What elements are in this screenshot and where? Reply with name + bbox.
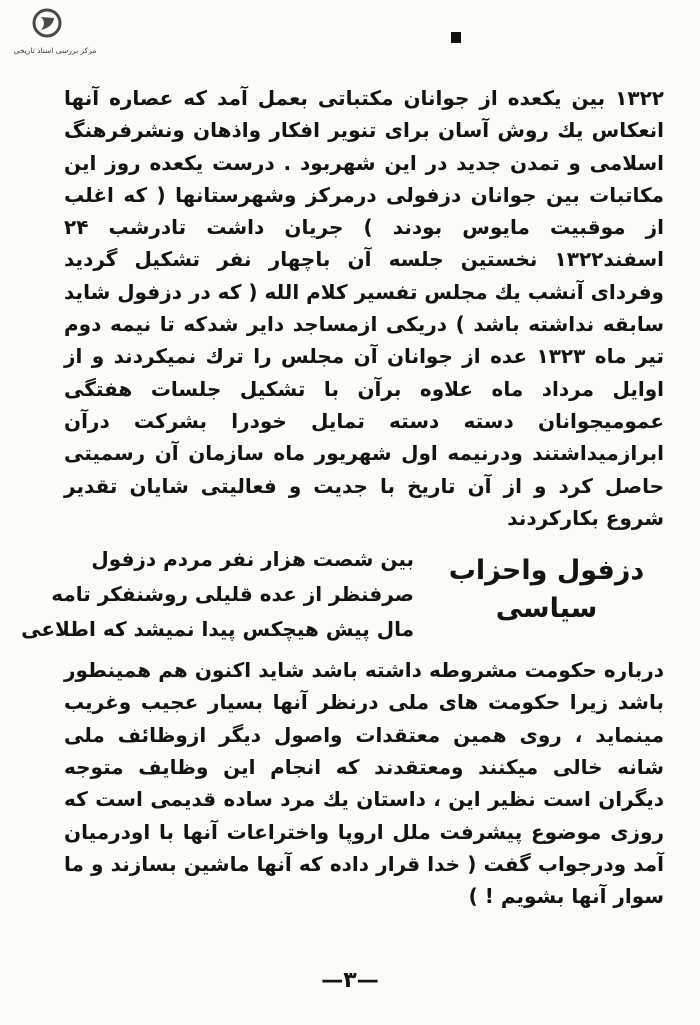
split-line-1: بین شصت هزار نفر مردم دزفول (91, 547, 414, 572)
section-heading-line-1: دزفول واحزاب (448, 555, 645, 587)
section-heading (439, 552, 654, 628)
archive-emblem-icon (32, 8, 62, 38)
paragraph-2: درباره حکومت مشروطه داشته باشد شاید اکنون هم همینطور باشد زیرا حکومت های ملی درنظر آنها بسیار عجیب وغریب مینماید ، روی همین معتقدات واصول دیگر ازوظائف ملی شانه خالی میکنند ومعتقدند که انجام این وظایف متوجه دیگران است نظیر این ، داستان یك مرد ساده قدیمی است که روزی موضوع پیشرفت ملل اروپا واختراعات آنها با اودرمیان آمد ودرجواب گفت ( خدا قرار داده که آنها ماشین بسازند و ما سوار آنها بشویم ! ) (64, 658, 664, 909)
paragraph-1: ۱۳۲۲ بین یکعده از جوانان مکتباتی بعمل آمد که عصاره آنها انعکاس یك روش آسان برای تنویر افکار واذهان ونشرفرهنگ اسلامی و تمدن جدید در این شهربود . درست یکعده روز این مکاتبات بین جوانان دزفولی درمرکز وشهرستانها ( که اغلب از موقبیت مایوس بودند ) جریان داشت تادرشب ۲۴ اسفند۱۳۲۲ نخستین جلسه آن باچهار نفر تشکیل گردید وفردای آنشب یك مجلس تفسیر کلام الله ( که در دزفول شاید سابقه نداشته باشد ) دریکی ازمساجد دایر شدکه تا نیمه دوم تیر ماه ۱۳۲۳ عده از جوانان آن مجلس را ترك نمیکردند و از اوایل مرداد ماه علاوه برآن با تشکیل جلسات هفتگی عمومیجوانان دسته دسته تمایل خودرا بشرکت درآن ابرازمیداشتند ودرنیمه اول شهریور ماه سازمان آن رسمیتی حاصل کرد و از آن تاریخ با جدیت و فعالیتی شایان تقدیر شروع بکارکردند (64, 86, 664, 530)
split-block (21, 542, 664, 654)
document-page (21, 82, 664, 913)
archive-logo-caption: مرکز بررسی اسناد تاریخی (13, 46, 97, 55)
split-text (21, 542, 414, 647)
section-heading-line-2: سیاسی (495, 593, 598, 625)
split-line-2: صرفنظر از عده قلیلی روشنفکر تامه (51, 582, 414, 607)
corner-mark (451, 32, 461, 43)
page-number: —۳— (321, 968, 379, 993)
archive-logo (6, 6, 104, 64)
split-line-3: مال پیش هیچکس پیدا نمیشد که اطلاعی (21, 617, 414, 642)
